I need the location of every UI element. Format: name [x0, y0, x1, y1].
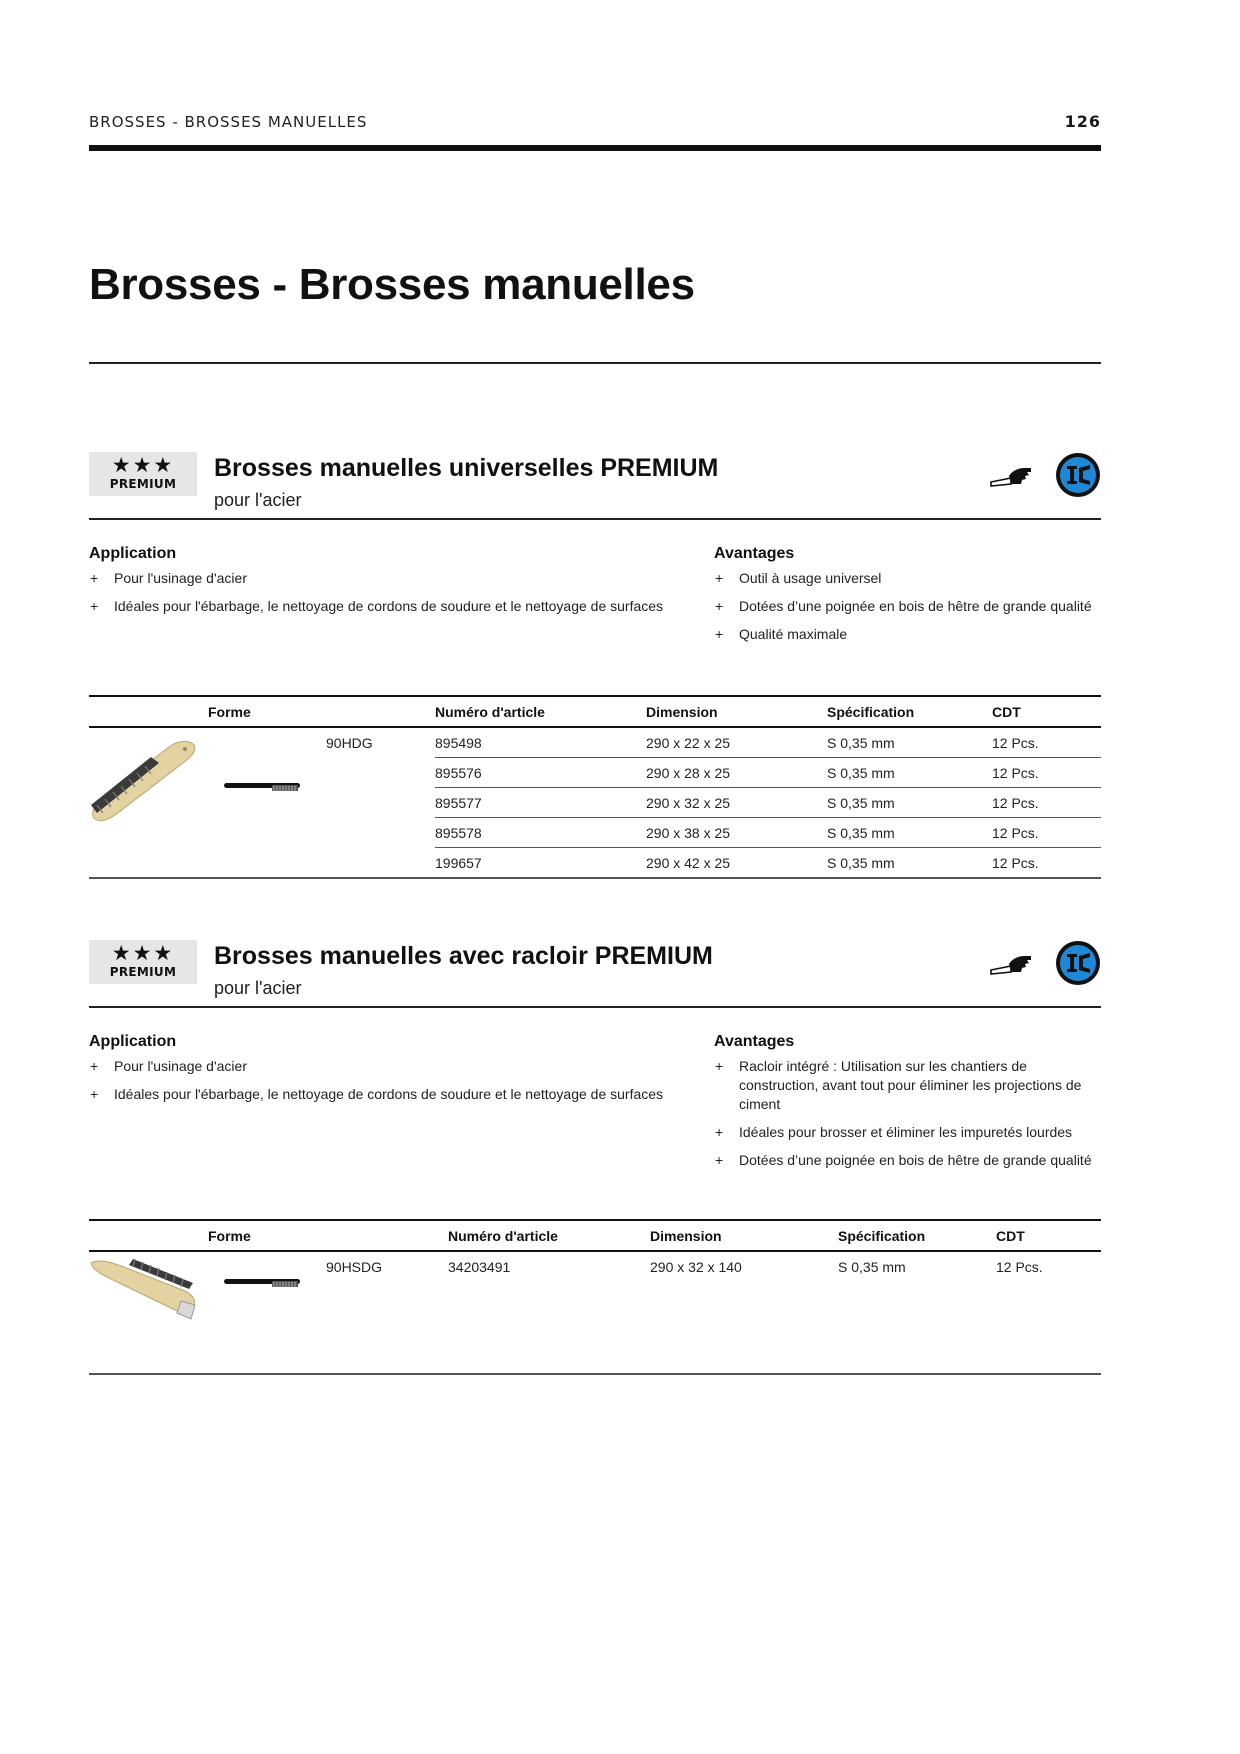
page-title: Brosses - Brosses manuelles	[89, 260, 695, 309]
product-subtitle: pour l'acier	[214, 978, 302, 998]
plus-icon: +	[715, 626, 724, 642]
list-item: + Dotées d’une poignée en bois de hêtre de grande qualité	[715, 598, 1092, 614]
col-header-article: Numéro d'article	[435, 704, 545, 720]
list-item: + Dotées d’une poignée en bois de hêtre de grande qualité	[715, 1152, 1092, 1168]
row-rule	[435, 757, 1101, 758]
avantages-list	[714, 1057, 1094, 1179]
plus-icon: +	[715, 598, 724, 614]
avantages-heading: Avantages	[714, 545, 795, 562]
row-rule	[435, 817, 1101, 818]
table-head-rule	[89, 726, 1101, 728]
plus-icon: +	[715, 1152, 724, 1168]
table-top-rule	[89, 1219, 1101, 1221]
row-rule	[435, 847, 1101, 848]
col-header-cdt: CDT	[992, 704, 1021, 720]
list-item: + Qualité maximale	[715, 626, 848, 642]
premium-badge	[89, 940, 197, 984]
brush-profile-icon	[224, 781, 300, 791]
col-header-article: Numéro d'article	[448, 1228, 558, 1244]
col-header-cdt: CDT	[996, 1228, 1025, 1244]
list-item: + Racloir intégré : Utilisation sur les chantiers de construction, avant tout pour éliminer les projections de ciment	[715, 1058, 1082, 1112]
steel-material-icon	[1055, 452, 1101, 498]
table-head-rule	[89, 1250, 1101, 1252]
avantages-list	[714, 569, 1094, 653]
list-item: + Pour l'usinage d'acier	[90, 1058, 247, 1074]
breadcrumb: BROSSES - BROSSES MANUELLES	[89, 113, 368, 131]
col-header-forme: Forme	[208, 1228, 251, 1244]
article-table: Forme Numéro d'article Dimension Spécification CDT 90HSDG 34203491 290 x 32 x 140 S 0,35 mm 12 Pcs.	[89, 1219, 1101, 1379]
application-heading: Application	[89, 545, 177, 562]
section-rule	[89, 518, 1101, 520]
list-item: + Pour l'usinage d'acier	[90, 570, 247, 586]
table-bottom-rule	[89, 877, 1101, 879]
col-header-forme: Forme	[208, 704, 251, 720]
stars-icon: ★★★	[111, 454, 175, 477]
col-header-dimension: Dimension	[646, 704, 718, 720]
forme-code: 90HSDG	[326, 1259, 383, 1275]
plus-icon: +	[715, 1058, 724, 1074]
section-rule	[89, 1006, 1101, 1008]
hand-brush-icon	[989, 462, 1033, 490]
application-heading: Application	[89, 1033, 177, 1050]
wire-brush-image	[89, 733, 197, 829]
application-list	[89, 1057, 709, 1113]
product-title: Brosses manuelles avec racloir PREMIUM	[214, 942, 713, 970]
list-item: + Outil à usage universel	[715, 570, 882, 586]
title-rule	[89, 362, 1101, 364]
avantages-heading: Avantages	[714, 1033, 795, 1050]
page-header	[89, 112, 1101, 132]
col-header-specification: Spécification	[827, 704, 915, 720]
plus-icon: +	[90, 598, 99, 614]
plus-icon: +	[715, 570, 724, 586]
plus-icon: +	[90, 1058, 99, 1074]
col-header-dimension: Dimension	[650, 1228, 722, 1244]
scraper-brush-image	[89, 1255, 199, 1321]
list-item: + Idéales pour brosser et éliminer les impuretés lourdes	[715, 1124, 1073, 1140]
table-top-rule	[89, 695, 1101, 697]
premium-badge	[89, 452, 197, 496]
plus-icon: +	[90, 1086, 99, 1102]
row-rule	[435, 787, 1101, 788]
article-table: Forme Numéro d'article Dimension Spécification CDT 90HDG 895498 290 x 22 x 25 S 0,35 mm 12 Pcs. 895576 290 x 28 x 25 S 0,35 mm 12 Pcs. 895577 290 x 32 x 25 S 0,35 mm 12 Pcs. 895578 290 x 38 x 25 S 0,35 mm 12 Pcs. 199657 290 x 42 x 25 S 0,35 mm 12 Pcs.	[89, 695, 1101, 835]
brush-profile-icon	[224, 1277, 300, 1287]
product-subtitle: pour l'acier	[214, 490, 302, 510]
list-item: + Idéales pour l'ébarbage, le nettoyage de cordons de soudure et le nettoyage de surfaces	[90, 1086, 664, 1102]
header-rule	[89, 145, 1101, 151]
product-title: Brosses manuelles universelles PREMIUM	[214, 454, 719, 482]
steel-material-icon	[1055, 940, 1101, 986]
forme-code: 90HDG	[326, 735, 373, 751]
badge-label: PREMIUM	[109, 477, 177, 491]
page-number: 126	[1064, 112, 1101, 131]
plus-icon: +	[90, 570, 99, 586]
col-header-specification: Spécification	[838, 1228, 926, 1244]
plus-icon: +	[715, 1124, 724, 1140]
table-bottom-rule	[89, 1373, 1101, 1375]
hand-brush-icon	[989, 950, 1033, 978]
application-list	[89, 569, 709, 625]
badge-label: PREMIUM	[109, 965, 177, 979]
list-item: + Idéales pour l'ébarbage, le nettoyage de cordons de soudure et le nettoyage de surfaces	[90, 598, 664, 614]
stars-icon: ★★★	[111, 942, 175, 965]
